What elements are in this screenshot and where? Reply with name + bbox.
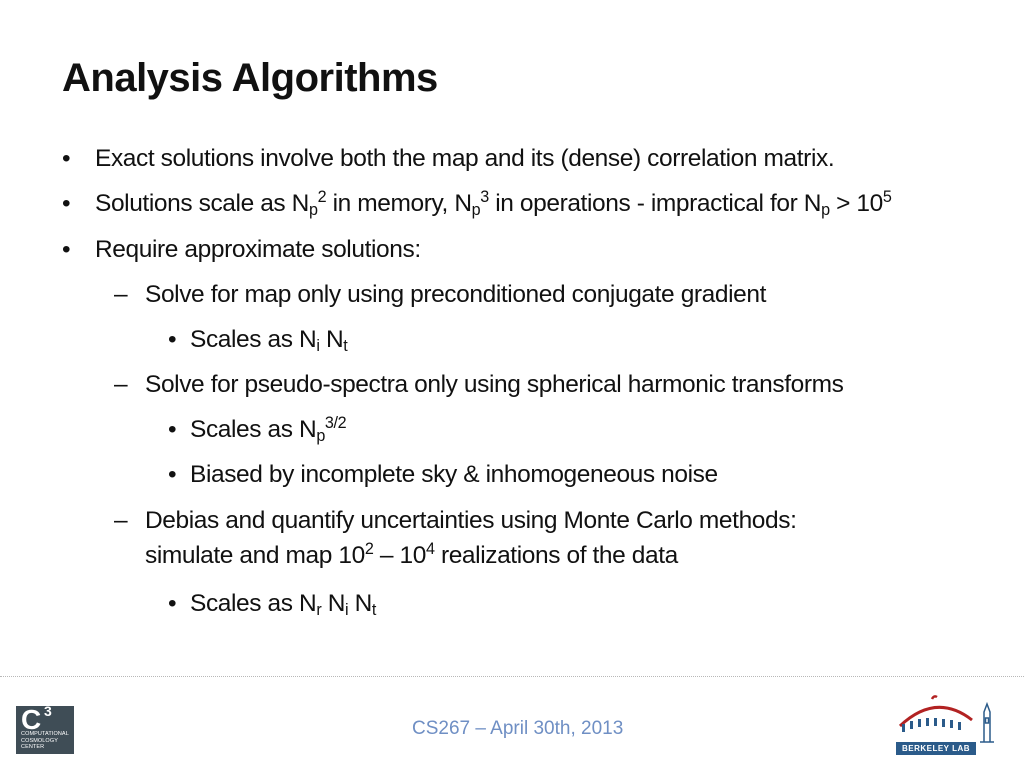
bullet-text-segment: realizations of the data [434, 542, 678, 569]
berkeley-lab-wordmark: BERKELEY LAB [896, 742, 976, 755]
bullet-text-segment: 4 [425, 540, 435, 559]
bullet-item-level-2 [145, 541, 678, 571]
bullet-text-segment: Exact solutions involve both the map and its (dense) correlation matrix. [95, 145, 835, 172]
bullet-item-level-1 [95, 189, 891, 219]
bullet-text-segment: – 10 [373, 542, 426, 569]
bullet-text-segment: t [343, 337, 348, 356]
footer-course-date: CS267 – April 30th, 2013 [412, 718, 624, 739]
bullet-text-segment: 3 [480, 188, 489, 207]
berkeley-lab-arch-icon [896, 690, 1000, 746]
c3-logo-line: COMPUTATIONAL [21, 731, 69, 737]
dash-marker: – [114, 371, 128, 398]
bullet-item-level-3 [190, 460, 718, 490]
bullet-marker: • [168, 590, 177, 617]
dash-marker: – [114, 507, 128, 534]
bullet-text-segment: r [316, 601, 322, 620]
bullet-text-segment: > 10 [829, 190, 883, 217]
bullet-text-segment: N [348, 590, 372, 617]
bullet-text-segment: 5 [882, 188, 892, 207]
bullet-text-segment: p [316, 427, 325, 446]
bullet-marker: • [168, 416, 177, 443]
bullet-marker: • [62, 145, 71, 172]
bullet-text-segment: 2 [364, 540, 374, 559]
bullet-text-segment: Scales as N [190, 416, 317, 443]
footer-divider [0, 676, 1024, 677]
bullet-text-segment: N [319, 326, 344, 353]
c3-logo-letter: C [21, 706, 42, 735]
bullet-text-segment: Solve for map only using preconditioned conjugate gradient [145, 281, 767, 308]
bullet-item-level-2 [145, 506, 797, 536]
c3-logo [16, 706, 74, 754]
bullet-text-segment: Require approximate solutions: [95, 236, 421, 263]
bullet-text-segment: in memory, N [326, 190, 472, 217]
dash-marker: – [114, 281, 128, 308]
bullet-item-level-3 [190, 325, 347, 355]
c3-logo-line: COSMOLOGY [21, 737, 58, 744]
bullet-marker: • [62, 190, 71, 217]
c3-logo-line: CENTER [21, 744, 45, 750]
bullet-marker: • [168, 461, 177, 488]
bullet-item-level-1 [95, 235, 421, 265]
bullet-text-segment: Debias and quantify uncertainties using Monte Carlo methods: [145, 507, 797, 534]
bullet-item-level-3 [190, 415, 346, 445]
bullet-text-segment: Solutions scale as N [95, 190, 309, 217]
bullet-text-segment: i [316, 337, 320, 356]
bullet-text-segment: 2 [317, 188, 327, 207]
bullet-text-segment: 3/2 [324, 414, 347, 433]
berkeley-lab-logo [896, 690, 1000, 760]
bullet-text-segment: t [371, 601, 377, 620]
bullet-text-segment: i [345, 601, 349, 620]
bullet-item-level-1 [95, 144, 834, 174]
bullet-text-segment: p [308, 201, 318, 220]
bullet-text-segment: p [821, 201, 830, 220]
c3-logo-words [21, 731, 69, 751]
bullet-text-segment: Solve for pseudo-spectra only using spherical harmonic transforms [145, 371, 844, 398]
bullet-marker: • [62, 236, 71, 263]
bullet-text-segment: p [471, 201, 481, 220]
slide-title: Analysis Algorithms [62, 56, 438, 100]
bullet-text-segment: Scales as N [190, 326, 317, 353]
bullet-marker: • [168, 326, 177, 353]
c3-logo-superscript: 3 [44, 706, 52, 719]
bullet-text-segment: Scales as N [190, 590, 317, 617]
bullet-text-segment: N [321, 590, 346, 617]
bullet-item-level-3 [190, 589, 376, 619]
bullet-item-level-2 [145, 280, 766, 310]
bullet-text-segment: Biased by incomplete sky & inhomogeneous noise [190, 461, 718, 488]
bullet-text-segment: simulate and map 10 [145, 542, 365, 569]
bullet-item-level-2 [145, 370, 843, 400]
bullet-text-segment: in operations - impractical for N [488, 190, 822, 217]
